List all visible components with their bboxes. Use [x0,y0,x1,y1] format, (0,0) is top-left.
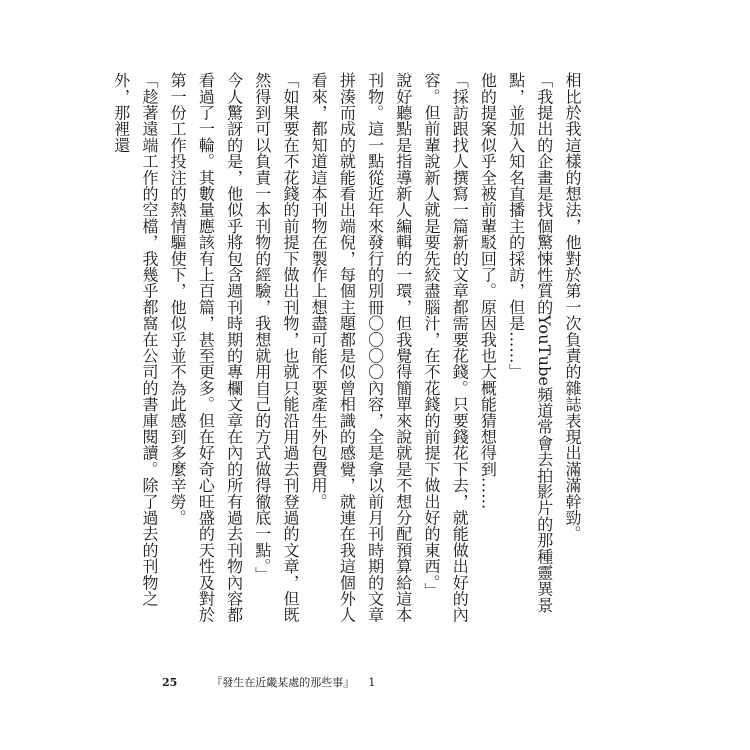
page-number: 25 [162,676,178,689]
paragraph-4: 「採訪跟找人撰寫一篇新的文章都需要花錢。只要錢花下去，就能做出好的內容。但前輩說新人就是要先絞盡腦汁，在不花錢的前提下做出好的東西。」 [421,72,470,623]
paragraph-7: 今人驚訝的是，他似乎將包含週刊時期的專欄文章在內的所有過去刊物內容都看過了一輪。其數量應該有上百篇，甚至更多。但在好奇心旺盛的天性及對於第一份工作投注的熱情驅使下，他似乎並不為此感到多麼辛勞。 [168,72,244,623]
paragraph-1: 相比於我這樣的想法，他對於第一次負責的雜誌表現出滿滿幹勁。 [563,72,582,542]
paragraph-3: 他的提案似乎全被前輩駁回了。原因我也大概能猜想得到…… [478,72,498,510]
paragraph-8: 「趁著遠端工作的空檔，我幾乎都窩在公司的書庫閱讀。除了過去的刊物之外，那裡還 [111,72,159,607]
body-text [111,72,586,632]
paragraph-6: 「如果要在不花錢的前提下做出刊物，也就只能沿用過去刊登過的文章，但既然得到可以負責一本刊物的經驗，我想就用自己的方式做得徹底一點。」 [252,72,300,623]
chapter-number: 1 [368,676,376,689]
running-title: 『發生在近畿某處的那些事』 [211,676,355,689]
paragraph-5: 說好聽點是指導新人編輯的一環，但我覺得簡單來說就是不想分配預算給這本刊物。這一點從近年來發行的別冊〇〇〇〇內容，全是拿以前月刊時期的文章拼湊而成的就能看出端倪，每個主題都是似曾相識的感覺，就連在我這個外人看來，都知道這本刊物在製作上想盡可能不要產生外包費用。 [309,72,413,623]
page-footer [162,674,375,690]
paragraph-2: 「我提出的企畫是找個驚悚性質的YouTube頻道常會去拍影片的那種靈異景點，並加入知名直播主的採訪，但是……」 [506,72,554,613]
